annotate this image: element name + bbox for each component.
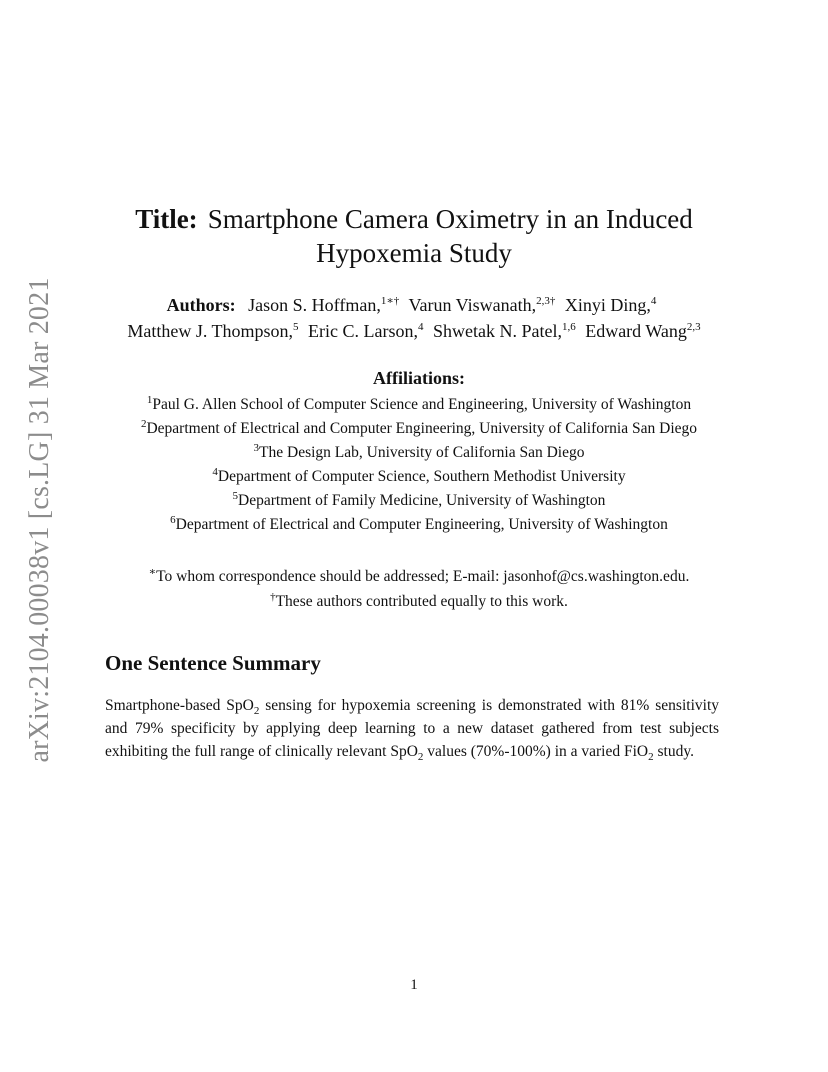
affiliations-list	[0, 393, 828, 537]
title-text-1: Smartphone Camera Oximetry in an Induced	[207, 204, 693, 234]
title-label: Title:	[135, 204, 198, 234]
affiliation-item: $^4$Department of Computer Science, Southern Methodist University	[212, 465, 626, 485]
author-name: Jason S. Hoffman,$^{1∗\dagger}$	[248, 295, 400, 315]
author-name: Eric C. Larson,$^4$	[308, 321, 424, 341]
author-name: Edward Wang$^{2,3}$	[585, 321, 701, 341]
summary-heading: One Sentence Summary	[105, 651, 321, 675]
affiliation-item: $^1$Paul G. Allen School of Computer Science and Engineering, University of Washington	[146, 393, 692, 413]
affiliation-item: $^5$Department of Family Medicine, University of Washington	[232, 489, 606, 509]
author-name: Shwetak N. Patel,$^{1,6}$	[432, 321, 576, 341]
affiliation-item: $^2$Department of Electrical and Computer Engineering, University of California San Diego	[140, 417, 697, 437]
correspondence-note: ∗To whom correspondence should be addressed; E-mail: jasonhof@cs.washington.edu.	[148, 565, 690, 585]
affiliations-heading: Affiliations:	[373, 368, 465, 388]
affiliation-item: $^6$Department of Electrical and Computer Engineering, University of Washington	[170, 513, 668, 533]
equal-contribution-note: †These authors contributed equally to this work.	[270, 590, 568, 610]
author-line-1	[0, 292, 828, 318]
author-name: Matthew J. Thompson,$^5$	[127, 321, 299, 341]
summary-paragraph: Smartphone-based SpO$_2$ sensing for hypoxemia screening is demonstrated with 81% sensitivity and 79% specificity by applying deep learning to a new dataset gathered from test subjects exhibiting the full range of clinically relevant SpO$_2$ values (70%-100%) in a varied FiO$_2$ study.	[105, 697, 719, 764]
arxiv-stamp: arXiv:2104.00038v1 [cs.LG] 31 Mar 2021	[24, 277, 55, 763]
author-line-2	[0, 318, 828, 344]
author-name: Varun Viswanath,$^{2,3\dagger}$	[408, 295, 556, 315]
paper-title	[0, 202, 828, 270]
title-line-1	[0, 202, 828, 236]
page-number: 1	[410, 977, 418, 993]
footnotes	[0, 564, 828, 614]
authors-label: Authors:	[166, 295, 236, 315]
title-line-2: Hypoxemia Study	[316, 238, 512, 268]
affiliation-item: $^3$The Design Lab, University of California San Diego	[253, 441, 585, 461]
author-name: Xinyi Ding,$^4$	[564, 295, 657, 315]
author-block	[0, 292, 828, 344]
